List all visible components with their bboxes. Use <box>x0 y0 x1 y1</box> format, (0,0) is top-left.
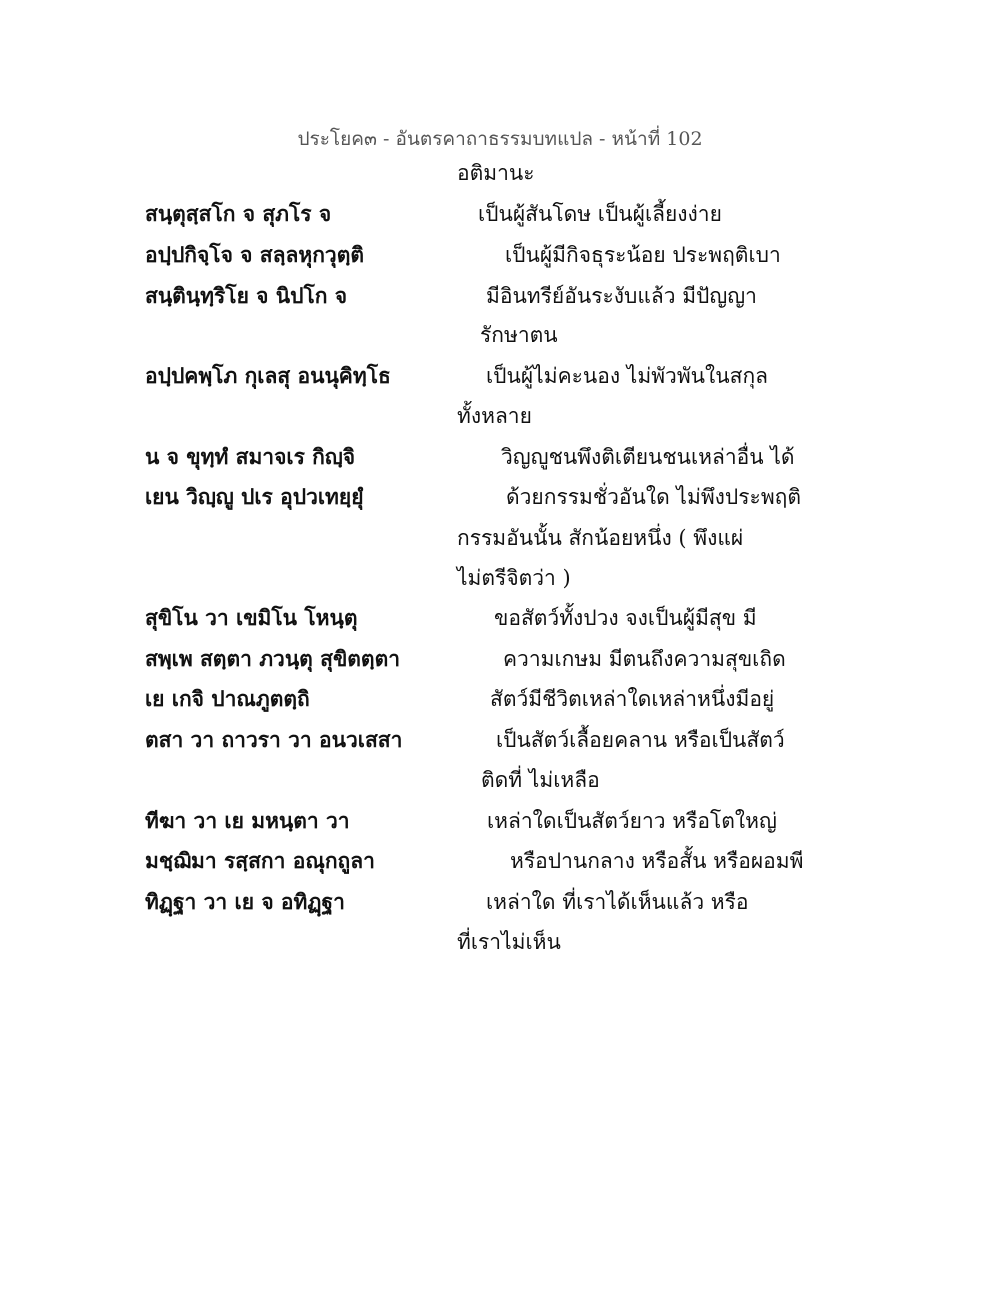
pali-line: สพฺเพ สตฺตา ภวนฺตุ สุขิตตฺตา <box>145 646 401 671</box>
pali-line: ตสา วา ถาวรา วา อนวเสสา <box>145 727 403 752</box>
translation-line: กรรมอันนั้น สักน้อยหนึ่ง ( พึงแผ่ <box>457 526 744 550</box>
translation-line: เหล่าใด ที่เราได้เห็นแล้ว หรือ <box>486 890 749 914</box>
pali-line: เยน วิญฺญู ปเร อุปวเทยฺยุํ <box>145 484 364 509</box>
pali-line: สุขิโน วา เขมิโน โหนฺตุ <box>145 605 358 630</box>
translation-line: ทั้งหลาย <box>457 404 532 428</box>
translation-line: ไม่ตรีจิตว่า ) <box>457 566 571 590</box>
pali-line: อปฺปกิจฺโจ จ สลฺลหุกวุตฺติ <box>145 242 364 267</box>
translation-line: อติมานะ <box>457 161 535 185</box>
translation-line: ความเกษม มีตนถึงความสุขเถิด <box>503 647 786 671</box>
translation-line: เหล่าใดเป็นสัตว์ยาว หรือโตใหญ่ <box>487 809 777 833</box>
translation-line: เป็นผู้ไม่คะนอง ไม่พัวพันในสกุล <box>486 364 769 388</box>
pali-line: เย เกจิ ปาณภูตตฺถิ <box>145 686 310 711</box>
translation-line: วิญญูชนพึงติเตียนชนเหล่าอื่น ได้ <box>501 445 795 469</box>
pali-line: น จ ขุทฺทํ สมาจเร กิญฺจิ <box>145 444 356 469</box>
pali-line: มชฺฌิมา รสฺสกา อณุกถูลา <box>145 848 375 873</box>
translation-line: ติดที่ ไม่เหลือ <box>481 768 600 792</box>
translation-line: ขอสัตว์ทั้งปวง จงเป็นผู้มีสุข มี <box>494 606 757 630</box>
translation-line: ที่เราไม่เห็น <box>457 930 561 954</box>
translation-line: หรือปานกลาง หรือสั้น หรือผอมพี <box>510 849 804 873</box>
translation-line: ด้วยกรรมชั่วอันใด ไม่พึงประพฤติ <box>506 485 802 509</box>
translation-line: รักษาตน <box>480 323 558 347</box>
pali-line: ทิฏฺฐา วา เย จ อทิฏฺฐา <box>145 889 345 914</box>
translation-line: เป็นสัตว์เลื้อยคลาน หรือเป็นสัตว์ <box>496 728 785 752</box>
translation-line: มีอินทรีย์อันระงับแล้ว มีปัญญา <box>486 284 757 308</box>
pali-line: สนฺตุสฺสโก จ สุภโร จ <box>145 201 332 226</box>
translation-line: สัตว์มีชีวิตเหล่าใดเหล่าหนึ่งมีอยู่ <box>490 687 775 711</box>
pali-line: ทีฆา วา เย มหนฺตา วา <box>145 808 350 833</box>
pali-line: สนฺตินฺทฺริโย จ นิปโก จ <box>145 283 348 308</box>
page-header: ประโยค๓ - อันตรคาถาธรรมบทแปล - หน้าที่ 102 <box>297 128 703 150</box>
translation-line: เป็นผู้สันโดษ เป็นผู้เลี้ยงง่าย <box>478 202 722 226</box>
translation-line: เป็นผู้มีกิจธุระน้อย ประพฤติเบา <box>505 243 781 267</box>
pali-line: อปฺปคพฺโภ กุเลสุ อนนุคิทฺโธ <box>145 363 391 388</box>
